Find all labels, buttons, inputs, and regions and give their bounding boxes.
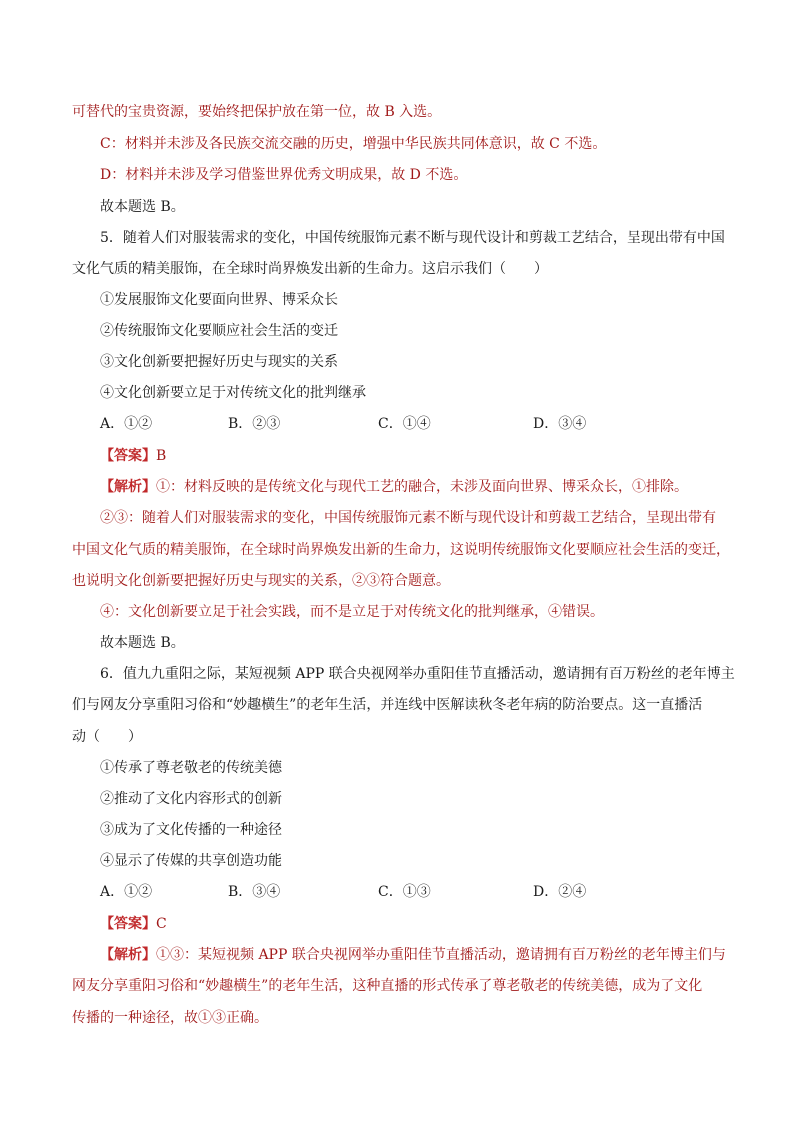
q6-analysis-row xyxy=(100,945,794,965)
q5-answer-row xyxy=(100,446,794,466)
analysis-text: ①：材料反映的是传统文化与现代工艺的融合，未涉及面向世界、博采众长，①排除。 xyxy=(156,479,688,495)
analysis-text: ①③：某短视频 APP 联合央视网举办重阳佳节直播活动，邀请拥有百万粉丝的老年博主们与 xyxy=(156,947,726,963)
q5-stem-line: 文化气质的精美服饰，在全球时尚界焕发出新的生命力。这启示我们（ ） xyxy=(72,261,548,277)
q6-analysis-line: 传播的一种途径，故①③正确。 xyxy=(72,1010,268,1026)
q5-item-4: ④文化创新要立足于对传统文化的批判继承 xyxy=(100,385,366,401)
q6-option-c: C．①③ xyxy=(378,884,431,900)
q6-item-2: ②推动了文化内容形式的创新 xyxy=(100,791,282,807)
answer-value: C xyxy=(156,916,167,932)
q4-conclusion: 故本题选 B。 xyxy=(100,199,185,215)
q5-item-3: ③文化创新要把握好历史与现实的关系 xyxy=(100,354,338,370)
q5-analysis-line: 也说明文化创新要把握好历史与现实的关系，②③符合题意。 xyxy=(72,573,450,589)
q6-item-3: ③成为了文化传播的一种途径 xyxy=(100,822,282,838)
q5-analysis-line: 中国文化气质的精美服饰，在全球时尚界焕发出新的生命力，这说明传统服饰文化要顺应社会生活的变迁， xyxy=(72,542,730,558)
q5-item-1: ①发展服饰文化要面向世界、博采众长 xyxy=(100,292,338,308)
q4-explanation-line: 可替代的宝贵资源，要始终把保护放在第一位，故 B 入选。 xyxy=(72,104,442,120)
analysis-label: 【解析】 xyxy=(100,479,156,495)
q6-stem-line: 6．值九九重阳之际，某短视频 APP 联合央视网举办重阳佳节直播活动，邀请拥有百万粉丝的老年博主 xyxy=(100,666,735,682)
q4-option-c-analysis: C：材料并未涉及各民族交流交融的历史，增强中华民族共同体意识，故 C 不选。 xyxy=(100,136,607,152)
answer-label: 【答案】 xyxy=(100,916,156,932)
q4-option-d-analysis: D：材料并未涉及学习借鉴世界优秀文明成果，故 D 不选。 xyxy=(100,167,468,183)
q6-stem-line: 们与网友分享重阳习俗和“妙趣横生”的老年生活，并连线中医解读秋冬老年病的防治要点。这一直播活 xyxy=(72,697,703,713)
q5-option-b: B．②③ xyxy=(228,416,281,432)
answer-value: B xyxy=(156,448,167,464)
q6-answer-row xyxy=(100,914,794,934)
q5-analysis-line: ④：文化创新要立足于社会实践，而不是立足于对传统文化的批判继承，④错误。 xyxy=(100,604,604,620)
q5-analysis-line: ②③：随着人们对服装需求的变化，中国传统服饰元素不断与现代设计和剪裁工艺结合，呈现出带有 xyxy=(100,510,716,526)
q5-stem-line: 5．随着人们对服装需求的变化，中国传统服饰元素不断与现代设计和剪裁工艺结合，呈现出带有中国 xyxy=(100,230,725,246)
q5-analysis-row xyxy=(100,477,794,497)
q5-item-2: ②传统服饰文化要顺应社会生活的变迁 xyxy=(100,323,338,339)
answer-label: 【答案】 xyxy=(100,448,156,464)
q6-analysis-line: 网友分享重阳习俗和“妙趣横生”的老年生活，这种直播的形式传承了尊老敬老的传统美德，成为了文化 xyxy=(72,978,703,994)
q6-item-4: ④显示了传媒的共享创造功能 xyxy=(100,853,282,869)
q5-option-c: C．①④ xyxy=(378,416,431,432)
q6-item-1: ①传承了尊老敬老的传统美德 xyxy=(100,760,282,776)
q6-stem-line: 动（ ） xyxy=(72,729,142,745)
q5-option-d: D．③④ xyxy=(533,416,587,432)
q6-option-d: D．②④ xyxy=(533,884,587,900)
q5-conclusion: 故本题选 B。 xyxy=(100,635,185,651)
q5-option-a: A．①② xyxy=(100,416,153,432)
q6-option-b: B．③④ xyxy=(228,884,281,900)
analysis-label: 【解析】 xyxy=(100,947,156,963)
q6-option-a: A．①② xyxy=(100,884,153,900)
